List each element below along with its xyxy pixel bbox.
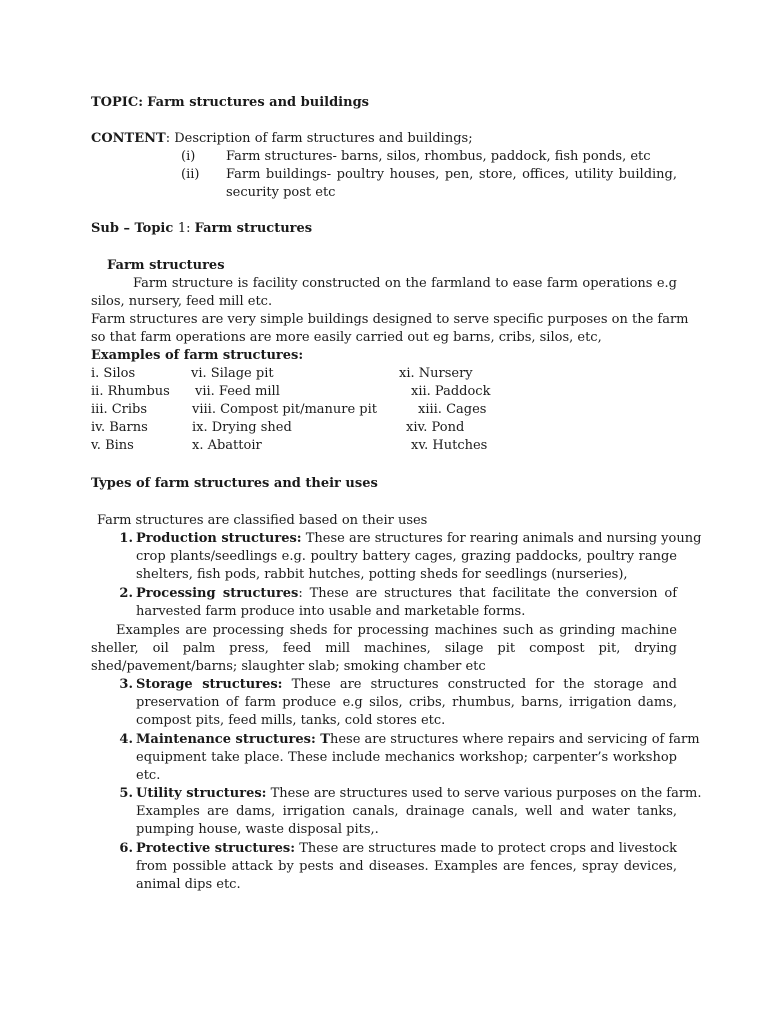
example-iv: iv. Barns: [91, 420, 148, 435]
paragraph-line2: so that farm operations are more easily carried out eg barns, cribs, silos, etc,: [91, 330, 602, 345]
content-item-marker-2: (ii): [181, 167, 200, 182]
content-item-marker-1: (i): [181, 149, 196, 164]
example-xii: xii. Paddock: [411, 384, 491, 399]
protective-title: Protective structures:: [136, 841, 296, 856]
content-item-2-line2: security post etc: [226, 185, 336, 200]
example-vi: vi. Silage pit: [191, 366, 274, 381]
storage-title: Storage structures:: [136, 677, 283, 692]
processing-examples-line1: Examples are processing sheds for processing machines such as grinding machine: [116, 623, 677, 638]
production-title: Production structures:: [136, 531, 302, 546]
definition-line2: silos, nursery, feed mill etc.: [91, 294, 273, 309]
example-xi: xi. Nursery: [399, 366, 473, 381]
subtopic-prefix: Sub – Topic: [91, 221, 178, 236]
paragraph-line1: Farm structures are very simple buildings designed to serve specific purposes on the farm: [91, 312, 689, 327]
list-item-number: 1.: [119, 531, 133, 546]
content-label: CONTENT: [91, 131, 166, 146]
example-ix: ix. Drying shed: [192, 420, 292, 435]
content-item-2-line1: Farm buildings- poultry houses, pen, store, offices, utility building,: [226, 167, 677, 182]
list-item-number: 6.: [119, 841, 133, 856]
example-x: x. Abattoir: [192, 438, 262, 453]
utility-title: Utility structures:: [136, 786, 267, 801]
example-ii: ii. Rhumbus: [91, 384, 170, 399]
topic-title: Farm structures and buildings: [147, 95, 369, 110]
example-xiii: xiii. Cages: [418, 402, 487, 417]
farm-structures-heading: Farm structures: [107, 258, 225, 273]
example-iii: iii. Cribs: [91, 402, 148, 417]
definition-line1: Farm structure is facility constructed on the farmland to ease farm operations e.g: [133, 276, 677, 291]
list-item-number: 5.: [119, 786, 133, 801]
list-item-number: 4.: [119, 732, 133, 747]
maintenance-title: Maintenance structures: T: [136, 732, 330, 747]
list-item-number: 3.: [119, 677, 133, 692]
content-item-1: Farm structures- barns, silos, rhombus, paddock, fish ponds, etc: [226, 149, 651, 164]
subtopic-sep: :: [186, 221, 195, 236]
example-viii: viii. Compost pit/manure pit: [192, 402, 378, 417]
content-text: : Description of farm structures and buildings;: [165, 131, 473, 146]
example-xv: xv. Hutches: [411, 438, 488, 453]
subtopic-line: [91, 220, 677, 238]
example-vii: vii. Feed mill: [195, 384, 280, 399]
example-xiv: xiv. Pond: [406, 420, 465, 435]
list-item-number: 2.: [119, 586, 133, 601]
processing-title: Processing structures: [136, 586, 299, 601]
subtopic-number: 1: [177, 221, 187, 236]
example-v: v. Bins: [91, 438, 134, 453]
topic-line: [91, 94, 677, 112]
example-i: i. Silos: [91, 366, 136, 381]
subtopic-title: Farm structures: [194, 221, 313, 236]
types-intro: Farm structures are classified based on their uses: [97, 513, 428, 528]
topic-label: TOPIC:: [91, 95, 143, 110]
content-line: [91, 130, 677, 148]
types-heading: Types of farm structures and their uses: [91, 476, 378, 491]
processing-examples-line3: shed/pavement/barns; slaughter slab; smoking chamber etc: [91, 659, 486, 674]
examples-heading: Examples of farm structures:: [91, 348, 304, 363]
processing-examples-line2: sheller, oil palm press, feed mill machines, silage pit compost pit, drying: [91, 641, 677, 656]
